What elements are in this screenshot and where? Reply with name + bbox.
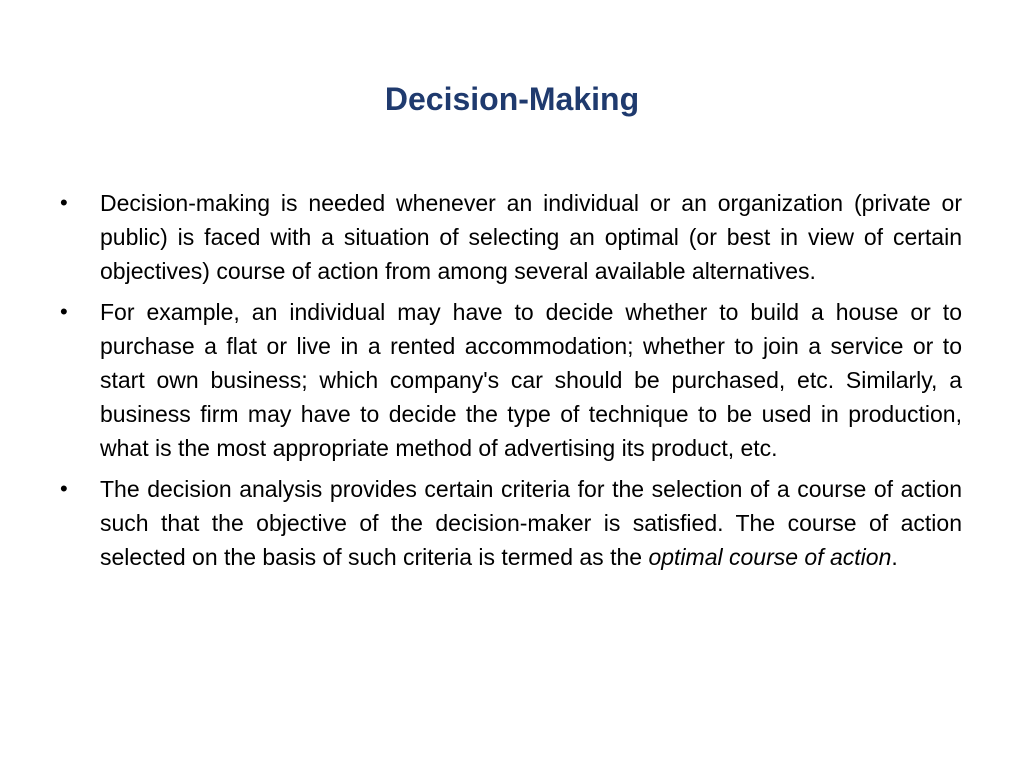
bullet-text-before: The decision analysis provides certain criteria for the selection of a course of action such that the objective of the decision-maker is satisfied. The course of action selected on the basis of such criteria is termed as the [100,476,962,570]
bullet-text: Decision-making is needed whenever an individual or an organization (private or public) is faced with a situation of selecting an optimal (or best in view of certain objectives) course of action from among several available alternatives. [100,190,962,284]
bullet-text [100,476,962,570]
bullet-item-3 [60,472,962,574]
bullet-dot-icon: • [60,476,68,501]
bullet-list [60,186,962,581]
bullet-dot-icon: • [60,190,68,215]
bullet-text: For example, an individual may have to decide whether to build a house or to purchase a flat or live in a rented accommodation; whether to join a service or to start own business; which company's car should be purchased, etc. Similarly, a business firm may have to decide the type of technique to be used in production, what is the most appropriate method of advertising its product, etc. [100,299,962,461]
slide-title: Decision-Making [384,81,640,117]
bullet-text-after: . [891,544,898,570]
bullet-text-emphasis: optimal course of action [648,544,892,570]
bullet-dot-icon: • [60,299,68,324]
bullet-item-2 [60,295,962,465]
bullet-item-1 [60,186,962,288]
